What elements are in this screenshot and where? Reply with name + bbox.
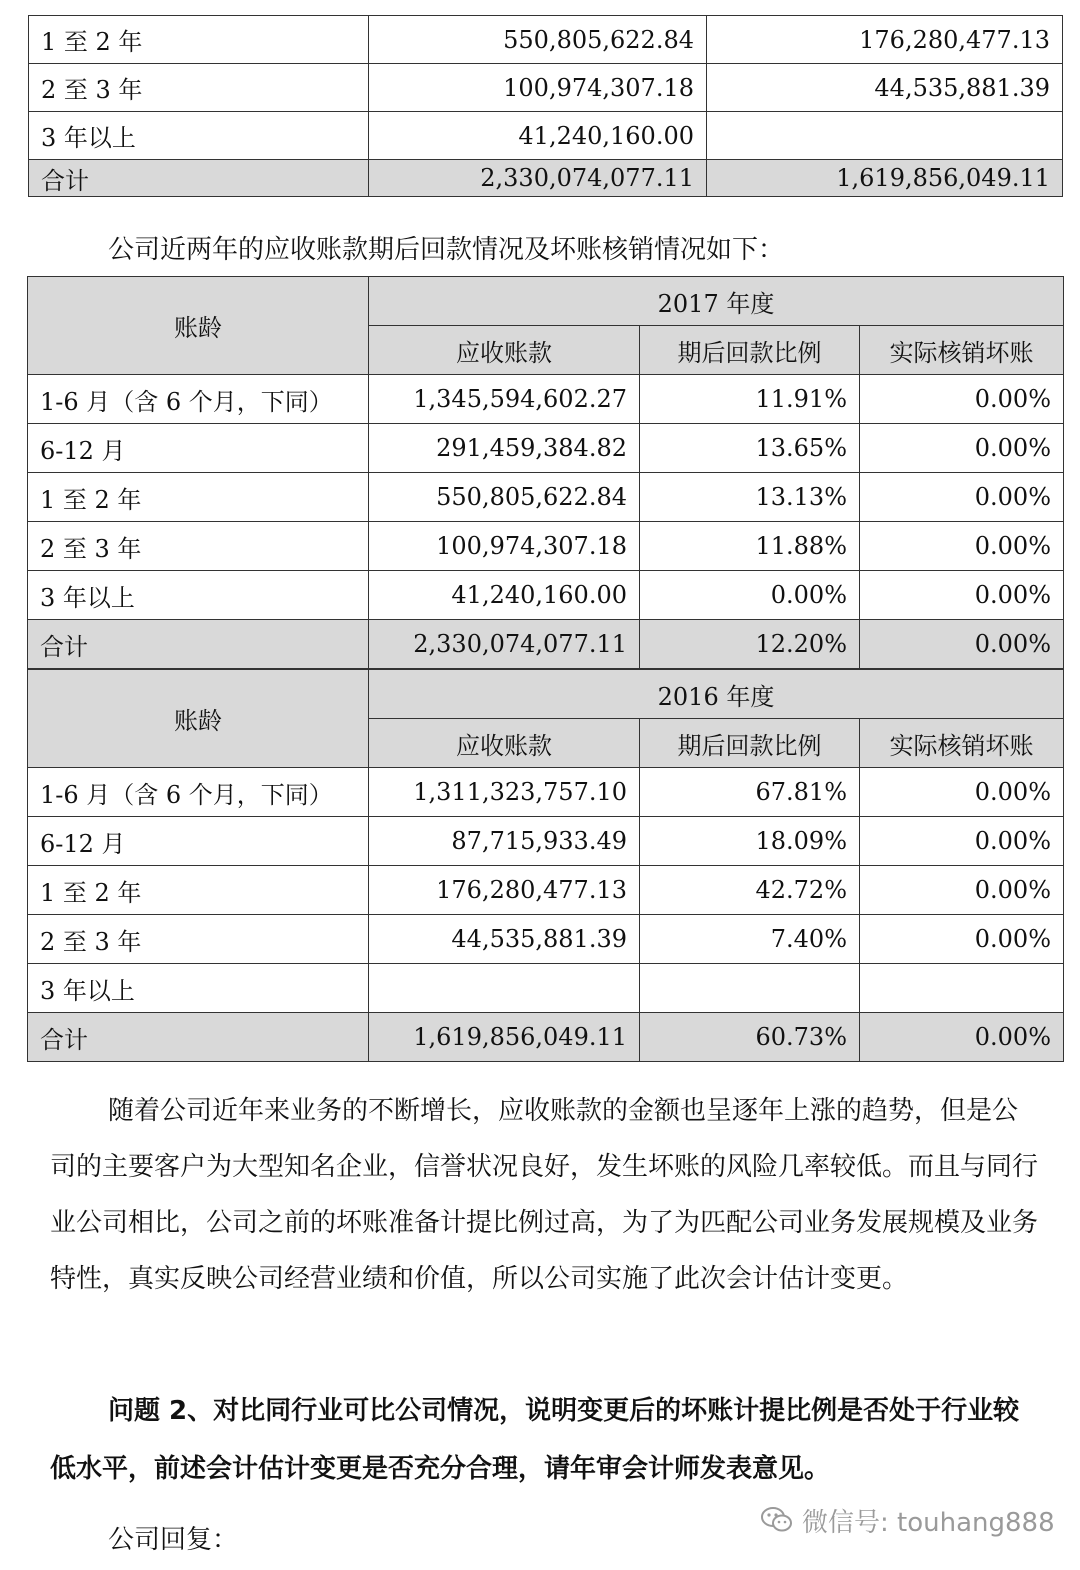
table-row xyxy=(29,112,1063,160)
total-label: 合计 xyxy=(29,160,369,197)
total-receivable: 1,619,856,049.11 xyxy=(369,1013,640,1062)
table-row xyxy=(28,375,1064,424)
age-label: 2 至 3 年 xyxy=(29,64,369,112)
age-label: 1-6 月（含 6 个月，下同） xyxy=(28,375,369,424)
watermark-text: 微信号: touhang888 xyxy=(802,1507,1055,1538)
table-row xyxy=(28,817,1064,866)
age-label: 3 年以上 xyxy=(28,964,369,1013)
table-row xyxy=(29,16,1063,64)
writeoff-value: 0.00% xyxy=(860,866,1064,915)
age-header: 账龄 xyxy=(28,277,369,375)
table-row xyxy=(28,473,1064,522)
age-label: 3 年以上 xyxy=(28,571,369,620)
wechat-watermark xyxy=(760,1500,1060,1540)
receivable-value: 87,715,933.49 xyxy=(369,817,640,866)
total-label: 合计 xyxy=(28,1013,369,1062)
total-receivable: 2,330,074,077.11 xyxy=(369,620,640,669)
receivable-value: 1,345,594,602.27 xyxy=(369,375,640,424)
ratio-value: 0.00% xyxy=(640,571,860,620)
receivable-value: 291,459,384.82 xyxy=(369,424,640,473)
ratio-value: 42.72% xyxy=(640,866,860,915)
table-row xyxy=(28,571,1064,620)
ratio-value xyxy=(640,964,860,1013)
amount-2016 xyxy=(707,112,1063,160)
ratio-header: 期后回款比例 xyxy=(640,719,860,768)
age-label: 6-12 月 xyxy=(28,424,369,473)
age-header: 账龄 xyxy=(28,670,369,768)
ratio-value: 7.40% xyxy=(640,915,860,964)
amount-2017: 100,974,307.18 xyxy=(369,64,707,112)
amount-2017: 550,805,622.84 xyxy=(369,16,707,64)
explanation-paragraph: 随着公司近年来业务的不断增长，应收账款的金额也呈逐年上涨的趋势，但是公司的主要客户为大型知名企业，信誉状况良好，发生坏账的风险几率较低。而且与同行业公司相比，公司之前的坏账准备计提比例过高，为了为匹配公司业务发展规模及业务特性，真实反映公司经营业绩和价值，所以公司实施了此次会计估计变更。 xyxy=(50,1096,1039,1294)
writeoff-value: 0.00% xyxy=(860,915,1064,964)
writeoff-value: 0.00% xyxy=(860,571,1064,620)
year-header: 2016 年度 xyxy=(369,670,1064,719)
table-row xyxy=(28,915,1064,964)
receivable-header: 应收账款 xyxy=(369,719,640,768)
question-heading: 问题 2、对比同行业可比公司情况，说明变更后的坏账计提比例是否处于行业较低水平，前述会计估计变更是否充分合理，请年审会计师发表意见。 xyxy=(50,1396,1020,1484)
age-label: 1 至 2 年 xyxy=(29,16,369,64)
receivable-value: 550,805,622.84 xyxy=(369,473,640,522)
ratio-value: 13.65% xyxy=(640,424,860,473)
intro-paragraph: 公司近两年的应收账款期后回款情况及坏账核销情况如下： xyxy=(108,235,785,265)
total-ratio: 12.20% xyxy=(640,620,860,669)
total-2016: 1,619,856,049.11 xyxy=(707,160,1063,197)
table-row xyxy=(28,424,1064,473)
year-header: 2017 年度 xyxy=(369,277,1064,326)
receivable-value xyxy=(369,964,640,1013)
writeoff-value: 0.00% xyxy=(860,768,1064,817)
table-row xyxy=(29,64,1063,112)
writeoff-header: 实际核销坏账 xyxy=(860,326,1064,375)
ratio-value: 13.13% xyxy=(640,473,860,522)
age-label: 6-12 月 xyxy=(28,817,369,866)
total-writeoff: 0.00% xyxy=(860,620,1064,669)
table-row xyxy=(28,522,1064,571)
receivable-age-summary-table xyxy=(28,15,1063,197)
receivable-value: 176,280,477.13 xyxy=(369,866,640,915)
age-label: 3 年以上 xyxy=(29,112,369,160)
receivable-value: 1,311,323,757.10 xyxy=(369,768,640,817)
writeoff-value: 0.00% xyxy=(860,522,1064,571)
amount-2016: 176,280,477.13 xyxy=(707,16,1063,64)
age-label: 1-6 月（含 6 个月，下同） xyxy=(28,768,369,817)
total-row xyxy=(28,1013,1064,1062)
ratio-value: 11.91% xyxy=(640,375,860,424)
writeoff-header: 实际核销坏账 xyxy=(860,719,1064,768)
receivable-header: 应收账款 xyxy=(369,326,640,375)
age-label: 2 至 3 年 xyxy=(28,522,369,571)
total-writeoff: 0.00% xyxy=(860,1013,1064,1062)
amount-2017: 41,240,160.00 xyxy=(369,112,707,160)
total-label: 合计 xyxy=(28,620,369,669)
writeoff-value: 0.00% xyxy=(860,424,1064,473)
table-row xyxy=(28,964,1064,1013)
collection-table-2016 xyxy=(27,669,1064,1062)
wechat-icon xyxy=(760,1505,794,1535)
receivable-value: 100,974,307.18 xyxy=(369,522,640,571)
table-row xyxy=(28,866,1064,915)
ratio-value: 67.81% xyxy=(640,768,860,817)
ratio-value: 11.88% xyxy=(640,522,860,571)
total-row xyxy=(28,620,1064,669)
receivable-value: 41,240,160.00 xyxy=(369,571,640,620)
receivable-value: 44,535,881.39 xyxy=(369,915,640,964)
age-label: 1 至 2 年 xyxy=(28,473,369,522)
total-2017: 2,330,074,077.11 xyxy=(369,160,707,197)
age-label: 2 至 3 年 xyxy=(28,915,369,964)
total-ratio: 60.73% xyxy=(640,1013,860,1062)
writeoff-value: 0.00% xyxy=(860,473,1064,522)
collection-table-2017 xyxy=(27,276,1064,669)
writeoff-value xyxy=(860,964,1064,1013)
amount-2016: 44,535,881.39 xyxy=(707,64,1063,112)
total-row xyxy=(29,160,1063,197)
writeoff-value: 0.00% xyxy=(860,375,1064,424)
reply-label: 公司回复： xyxy=(108,1525,239,1555)
ratio-value: 18.09% xyxy=(640,817,860,866)
writeoff-value: 0.00% xyxy=(860,817,1064,866)
table-row xyxy=(28,768,1064,817)
age-label: 1 至 2 年 xyxy=(28,866,369,915)
ratio-header: 期后回款比例 xyxy=(640,326,860,375)
